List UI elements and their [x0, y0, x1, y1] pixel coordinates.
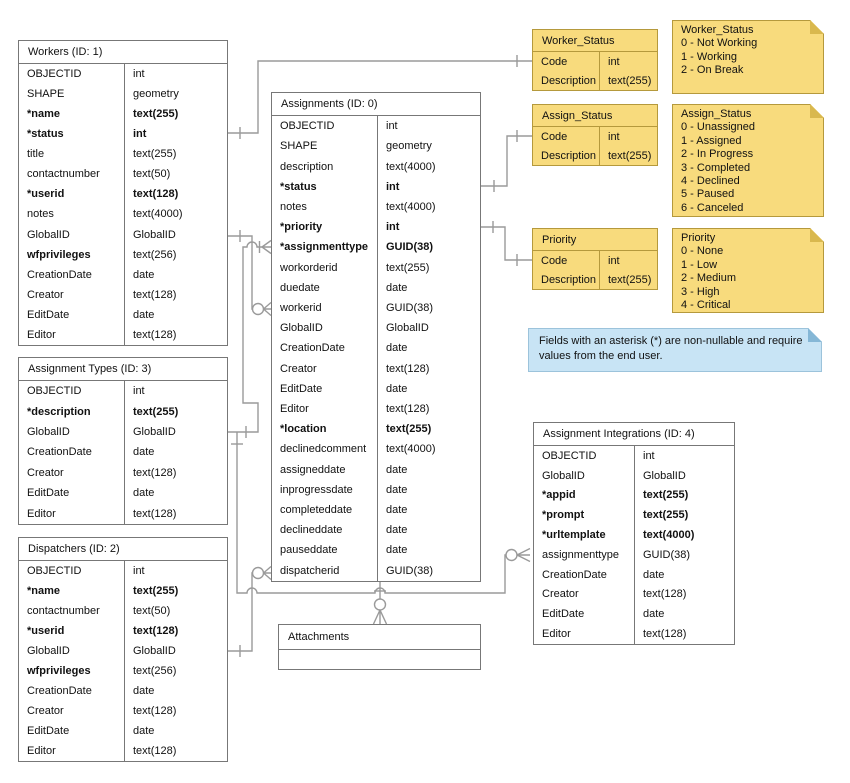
field-type: text(128): [133, 625, 179, 637]
field-type: date: [133, 446, 155, 459]
field-name: description: [280, 160, 334, 173]
field-name: contactnumber: [27, 168, 100, 181]
field-row: [19, 84, 227, 104]
field-row: [19, 184, 227, 204]
entity-field-list: [19, 561, 227, 761]
field-type: date: [133, 685, 155, 697]
field-name: OBJECTID: [27, 68, 82, 81]
field-row: [272, 500, 480, 520]
field-row: [272, 540, 480, 560]
assign-status-note: [672, 104, 824, 217]
note-line: Fields with an asterisk (*) are non-nullable and require values from the end user.: [539, 335, 803, 362]
field-name: *priority: [280, 221, 323, 234]
field-row: [19, 381, 227, 401]
field-type: date: [386, 503, 408, 516]
field-type: int: [608, 55, 620, 68]
field-type: int: [133, 68, 145, 81]
field-name: EditDate: [27, 487, 70, 500]
field-type: GUID(38): [643, 548, 691, 561]
field-type: date: [386, 382, 408, 395]
field-type: text(4000): [643, 529, 695, 542]
field-row: [19, 124, 227, 144]
field-type: date: [386, 544, 408, 557]
field-type: int: [608, 130, 620, 143]
field-row: [19, 325, 227, 345]
entity-title: Dispatchers (ID: 2): [19, 538, 227, 561]
field-row: [19, 741, 227, 761]
note-line: 3 - Completed: [681, 161, 751, 174]
field-row: [19, 641, 227, 661]
field-row: [272, 177, 480, 197]
priority-note: [672, 228, 824, 313]
field-type: text(128): [386, 362, 430, 375]
note-line: 2 - Medium: [681, 272, 737, 285]
field-name: OBJECTID: [27, 565, 82, 577]
field-type: text(255): [608, 149, 652, 162]
field-type: GlobalID: [133, 228, 176, 241]
field-type: text(256): [133, 248, 177, 261]
note-line: Assign_Status: [681, 108, 752, 120]
entity-field-list: [533, 127, 657, 165]
entity-field-list: [279, 650, 480, 669]
many-crowfoot: [264, 567, 272, 580]
field-type: text(255): [386, 423, 432, 436]
entity-field-list: [533, 251, 657, 289]
field-row: [272, 560, 480, 580]
relationship-line: [228, 573, 253, 651]
field-type: text(128): [643, 588, 687, 601]
field-name: assignmenttype: [542, 548, 620, 561]
column-divider: [599, 251, 600, 289]
entity-dispatchers: [18, 537, 228, 762]
entity-attachments: [278, 624, 481, 670]
field-row: [272, 379, 480, 399]
field-type: text(255): [133, 108, 179, 121]
field-name: wfprivileges: [27, 665, 91, 677]
column-divider: [599, 127, 600, 165]
field-type: int: [608, 254, 620, 267]
field-name: SHAPE: [280, 140, 318, 153]
entity-title: Assignments (ID: 0): [272, 93, 480, 116]
field-type: text(255): [386, 261, 430, 274]
field-type: GlobalID: [133, 645, 176, 657]
field-name: Editor: [27, 507, 56, 520]
field-row: [19, 483, 227, 503]
field-name: GlobalID: [27, 228, 70, 241]
field-row: [19, 701, 227, 721]
field-type: GlobalID: [643, 469, 686, 482]
field-type: date: [133, 308, 155, 321]
field-type: GUID(38): [386, 301, 434, 314]
field-name: wfprivileges: [27, 248, 91, 261]
field-name: *status: [27, 128, 64, 141]
field-type: GUID(38): [386, 564, 434, 577]
column-divider: [124, 561, 125, 761]
field-type: text(4000): [386, 443, 436, 456]
field-row: [19, 225, 227, 245]
field-name: duedate: [280, 281, 320, 294]
field-name: declineddate: [280, 524, 343, 537]
field-row: [19, 561, 227, 581]
field-row: [19, 305, 227, 325]
field-type: date: [386, 342, 408, 355]
field-type: text(255): [643, 509, 689, 522]
field-row: [272, 520, 480, 540]
field-type: text(255): [133, 585, 179, 597]
field-type: date: [133, 487, 155, 500]
entity-assign-status: [532, 104, 658, 166]
field-row: [19, 164, 227, 184]
field-type: int: [386, 221, 400, 234]
field-type: text(255): [643, 489, 689, 502]
relationship-line: [228, 236, 253, 309]
field-name: *location: [280, 423, 327, 436]
field-type: date: [386, 463, 408, 476]
note-line: 4 - Critical: [681, 299, 731, 312]
entity-title: Attachments: [279, 625, 480, 650]
note-line: 0 - Unassigned: [681, 121, 755, 134]
field-name: *prompt: [542, 509, 585, 522]
relationship-line: [481, 136, 532, 186]
field-row: [533, 146, 657, 165]
field-type: GlobalID: [386, 322, 429, 335]
field-type: int: [643, 449, 655, 462]
field-name: EditDate: [27, 308, 70, 321]
entity-field-list: [272, 116, 480, 581]
relationship-line: [228, 242, 262, 432]
field-type: text(256): [133, 665, 177, 677]
field-name: Editor: [27, 745, 56, 757]
field-row: [19, 463, 227, 483]
field-type: text(128): [133, 745, 177, 757]
field-name: *name: [27, 585, 61, 597]
field-name: Description: [541, 74, 597, 87]
field-type: text(128): [133, 466, 177, 479]
field-row: [272, 318, 480, 338]
field-row: [272, 237, 480, 257]
field-name: Description: [541, 273, 597, 286]
zero-circle: [506, 550, 517, 561]
asterisk-note: [528, 328, 822, 372]
field-row: [272, 257, 480, 277]
entity-field-list: [533, 52, 657, 90]
field-type: text(128): [133, 705, 177, 717]
field-name: inprogressdate: [280, 483, 353, 496]
field-type: date: [386, 524, 408, 537]
field-type: GUID(38): [386, 241, 434, 254]
field-row: [272, 278, 480, 298]
field-row: [19, 422, 227, 442]
field-row: [272, 217, 480, 237]
folded-corner: [810, 228, 824, 242]
field-name: Code: [541, 254, 568, 267]
field-name: OBJECTID: [280, 120, 335, 133]
field-name: *appid: [542, 489, 576, 502]
zero-circle: [375, 599, 386, 610]
field-row: [533, 71, 657, 90]
field-type: date: [133, 268, 155, 281]
field-name: GlobalID: [27, 645, 70, 657]
field-type: text(255): [608, 273, 652, 286]
field-type: GlobalID: [133, 426, 176, 439]
field-name: notes: [27, 208, 54, 221]
field-row: [19, 581, 227, 601]
field-type: text(50): [133, 168, 171, 181]
field-type: text(4000): [386, 160, 436, 173]
field-row: [533, 251, 657, 270]
field-name: Code: [541, 130, 568, 143]
column-divider: [124, 381, 125, 524]
field-name: EditDate: [542, 608, 585, 621]
field-row: [272, 480, 480, 500]
field-row: [19, 681, 227, 701]
field-name: Creator: [27, 705, 64, 717]
field-row: [272, 156, 480, 176]
field-name: Editor: [542, 628, 571, 641]
field-row: [19, 245, 227, 265]
field-row: [272, 116, 480, 136]
field-row: [19, 285, 227, 305]
many-crowfoot: [374, 610, 387, 624]
field-name: *urltemplate: [542, 529, 606, 542]
field-name: GlobalID: [280, 322, 323, 335]
field-type: date: [386, 483, 408, 496]
field-row: [19, 504, 227, 524]
field-row: [272, 197, 480, 217]
note-line: 4 - Declined: [681, 175, 740, 188]
worker-status-note: [672, 20, 824, 94]
column-divider: [124, 64, 125, 345]
entity-assignments: [271, 92, 481, 582]
field-row: [19, 601, 227, 621]
field-name: dispatcherid: [280, 564, 340, 577]
field-type: text(128): [643, 628, 687, 641]
note-line: 6 - Canceled: [681, 201, 744, 214]
field-row: [19, 442, 227, 462]
field-type: date: [386, 281, 408, 294]
field-type: int: [133, 128, 147, 141]
field-name: Code: [541, 55, 568, 68]
field-name: GlobalID: [542, 469, 585, 482]
field-name: assigneddate: [280, 463, 346, 476]
field-row: [19, 204, 227, 224]
field-type: date: [133, 725, 155, 737]
field-name: Creator: [280, 362, 317, 375]
entity-title: Assign_Status: [533, 105, 657, 127]
field-name: Creator: [27, 466, 64, 479]
field-name: OBJECTID: [27, 385, 82, 398]
entity-assignment-integrations: [533, 422, 735, 645]
field-type: text(4000): [386, 200, 436, 213]
relationship-line: [481, 227, 532, 260]
field-row: [533, 270, 657, 289]
field-row: [272, 136, 480, 156]
folded-corner: [810, 20, 824, 34]
field-type: text(128): [386, 402, 430, 415]
field-row: [19, 265, 227, 285]
note-line: 1 - Assigned: [681, 134, 742, 147]
field-row: [272, 439, 480, 459]
note-line: Worker_Status: [681, 24, 754, 36]
field-name: OBJECTID: [542, 449, 597, 462]
field-name: title: [27, 148, 45, 161]
many-crowfoot: [517, 549, 530, 562]
field-name: GlobalID: [27, 426, 70, 439]
field-name: CreationDate: [27, 268, 92, 281]
field-row: [19, 144, 227, 164]
entity-title: Assignment Integrations (ID: 4): [534, 423, 734, 446]
field-name: notes: [280, 200, 307, 213]
many-crowfoot: [262, 241, 271, 254]
field-row: [272, 338, 480, 358]
field-name: *userid: [27, 188, 65, 201]
entity-title: Workers (ID: 1): [19, 41, 227, 64]
column-divider: [599, 52, 600, 90]
zero-circle: [253, 568, 264, 579]
entity-field-list: [19, 64, 227, 345]
field-row: [19, 661, 227, 681]
field-type: int: [133, 565, 145, 577]
field-name: CreationDate: [542, 568, 607, 581]
entity-field-list: [19, 381, 227, 524]
entity-worker-status: [532, 29, 658, 91]
note-line: 2 - On Break: [681, 64, 744, 77]
field-name: Creator: [27, 288, 64, 301]
note-line: 5 - Paused: [681, 188, 735, 201]
note-line: 3 - High: [681, 285, 720, 298]
field-name: pauseddate: [280, 544, 338, 557]
field-name: contactnumber: [27, 605, 100, 617]
zero-circle: [253, 304, 264, 315]
field-name: SHAPE: [27, 88, 65, 101]
column-divider: [634, 446, 635, 644]
field-type: geometry: [386, 140, 432, 153]
field-row: [272, 298, 480, 318]
field-name: *status: [280, 180, 317, 193]
field-type: int: [133, 385, 145, 398]
field-row: [533, 127, 657, 146]
note-line: Priority: [681, 232, 716, 244]
field-row: [19, 721, 227, 741]
note-line: 0 - None: [681, 245, 724, 258]
folded-corner: [810, 104, 824, 118]
entity-priority: [532, 228, 658, 290]
field-type: text(4000): [133, 208, 183, 221]
note-line: 1 - Low: [681, 258, 718, 271]
entity-assignment-types: [18, 357, 228, 525]
entity-title: Priority: [533, 229, 657, 251]
field-name: EditDate: [280, 382, 323, 395]
field-name: Editor: [27, 328, 56, 341]
field-name: *userid: [27, 625, 65, 637]
field-name: completeddate: [280, 503, 353, 516]
column-divider: [377, 116, 378, 581]
field-row: [19, 104, 227, 124]
field-row: [533, 52, 657, 71]
field-name: Creator: [542, 588, 579, 601]
field-type: text(50): [133, 605, 171, 617]
field-type: text(128): [133, 188, 179, 201]
entity-field-list: [534, 446, 734, 644]
field-type: text(128): [133, 328, 177, 341]
note-line: 2 - In Progress: [681, 148, 754, 161]
field-type: int: [386, 180, 400, 193]
note-line: 1 - Working: [681, 50, 738, 63]
field-type: geometry: [133, 88, 179, 101]
field-row: [19, 621, 227, 641]
entity-workers: [18, 40, 228, 346]
folded-corner: [808, 328, 822, 342]
field-type: text(128): [133, 507, 177, 520]
field-type: date: [643, 608, 665, 621]
field-type: text(128): [133, 288, 177, 301]
field-row: [272, 358, 480, 378]
field-name: *assignmenttype: [280, 241, 369, 254]
field-name: Description: [541, 149, 597, 162]
field-type: text(255): [133, 148, 177, 161]
field-name: CreationDate: [27, 685, 92, 697]
entity-title: Assignment Types (ID: 3): [19, 358, 227, 381]
field-type: date: [643, 568, 665, 581]
field-type: int: [386, 120, 398, 133]
note-line: 0 - Not Working: [681, 37, 758, 50]
field-name: workerid: [280, 301, 322, 314]
field-row: [272, 399, 480, 419]
field-name: EditDate: [27, 725, 70, 737]
field-name: CreationDate: [27, 446, 92, 459]
entity-title: Worker_Status: [533, 30, 657, 52]
field-name: declinedcomment: [280, 443, 367, 456]
field-row: [272, 419, 480, 439]
many-crowfoot: [264, 303, 272, 316]
field-row: [19, 401, 227, 421]
field-row: [19, 64, 227, 84]
field-name: Editor: [280, 402, 309, 415]
field-type: text(255): [133, 405, 179, 418]
field-type: text(255): [608, 74, 652, 87]
field-name: workorderid: [280, 261, 338, 274]
field-name: CreationDate: [280, 342, 345, 355]
field-name: *name: [27, 108, 61, 121]
field-row: [272, 459, 480, 479]
field-name: *description: [27, 405, 91, 418]
